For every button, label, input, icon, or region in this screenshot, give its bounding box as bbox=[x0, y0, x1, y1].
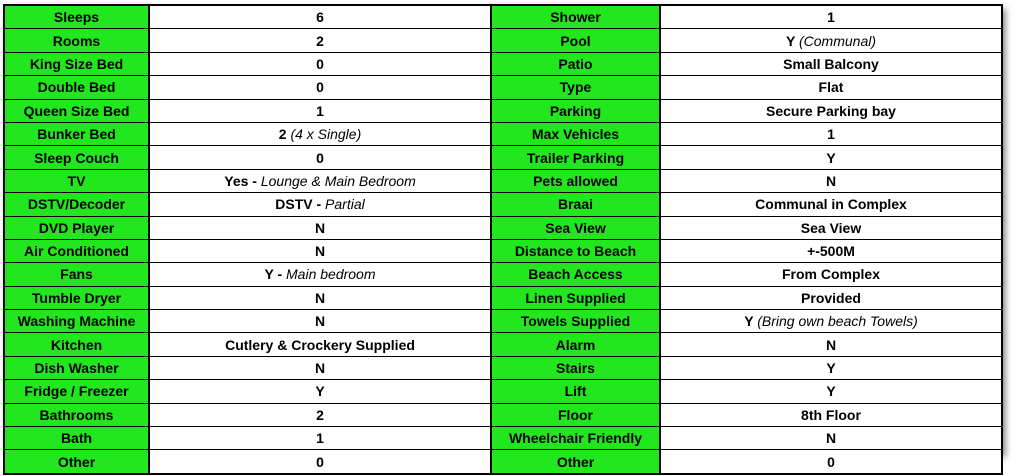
left-value-cell-text: N bbox=[314, 243, 326, 260]
left-value-cell-note: (4 x Single) bbox=[290, 126, 362, 143]
left-label-cell-text: Fans bbox=[60, 266, 93, 283]
left-value-cell bbox=[149, 146, 491, 169]
left-value-cell bbox=[149, 356, 491, 379]
left-label-cell bbox=[4, 450, 149, 474]
left-value-cell bbox=[149, 216, 491, 239]
left-value-cell bbox=[149, 122, 491, 145]
left-label-cell-text: Other bbox=[57, 453, 96, 470]
right-label-cell-text: Braai bbox=[557, 196, 594, 213]
left-label-cell bbox=[4, 286, 149, 309]
left-label-cell-text: Fridge / Freezer bbox=[24, 383, 129, 400]
left-value-cell bbox=[149, 263, 491, 286]
left-value-cell bbox=[149, 310, 491, 333]
right-value-cell-text: Y bbox=[826, 383, 836, 400]
left-label-cell bbox=[4, 5, 149, 29]
left-label-cell-text: Air Conditioned bbox=[24, 243, 129, 260]
left-value-cell-text: N bbox=[314, 219, 326, 236]
left-label-cell-text: Tumble Dryer bbox=[31, 289, 122, 306]
left-label-cell bbox=[4, 193, 149, 216]
right-value-cell bbox=[660, 310, 1002, 333]
left-label-cell-text: TV bbox=[67, 172, 86, 189]
right-label-cell bbox=[491, 333, 660, 356]
left-label-cell bbox=[4, 333, 149, 356]
table-row bbox=[4, 286, 1002, 309]
table-row bbox=[4, 310, 1002, 333]
table-row bbox=[4, 356, 1002, 379]
right-value-cell bbox=[660, 286, 1002, 309]
right-value-cell bbox=[660, 29, 1002, 52]
right-label-cell-text: Type bbox=[559, 79, 592, 96]
left-label-cell-text: Kitchen bbox=[50, 336, 103, 353]
right-value-cell-note: (Bring own beach Towels) bbox=[757, 313, 918, 330]
right-label-cell bbox=[491, 5, 660, 29]
right-value-cell-text: Provided bbox=[801, 289, 861, 306]
left-label-cell bbox=[4, 380, 149, 403]
right-label-cell bbox=[491, 169, 660, 192]
right-label-cell bbox=[491, 216, 660, 239]
right-value-cell-text: Y bbox=[826, 360, 836, 377]
left-value-cell-text: 6 bbox=[316, 9, 324, 26]
right-value-cell bbox=[660, 356, 1002, 379]
left-label-cell bbox=[4, 427, 149, 450]
right-label-cell-text: Parking bbox=[549, 102, 602, 119]
right-label-cell-text: Trailer Parking bbox=[526, 149, 625, 166]
left-value-cell bbox=[149, 99, 491, 122]
left-value-cell bbox=[149, 193, 491, 216]
table-row bbox=[4, 193, 1002, 216]
left-label-cell-text: Double Bed bbox=[37, 79, 116, 96]
right-label-cell-text: Towels Supplied bbox=[520, 313, 631, 330]
table-row bbox=[4, 380, 1002, 403]
right-value-cell-text: From Complex bbox=[781, 266, 880, 283]
right-value-cell bbox=[660, 99, 1002, 122]
table-row bbox=[4, 263, 1002, 286]
table-row bbox=[4, 99, 1002, 122]
right-label-cell-text: Wheelchair Friendly bbox=[508, 430, 643, 447]
right-value-cell-text: Flat bbox=[818, 79, 844, 96]
left-label-cell bbox=[4, 76, 149, 99]
table-row bbox=[4, 5, 1002, 29]
amenities-table-body bbox=[4, 5, 1002, 474]
right-value-cell-text: Communal in Complex bbox=[755, 196, 907, 213]
right-label-cell bbox=[491, 52, 660, 75]
left-label-cell bbox=[4, 216, 149, 239]
left-value-cell-note: Main bedroom bbox=[286, 266, 376, 283]
right-label-cell bbox=[491, 380, 660, 403]
right-label-cell-text: Alarm bbox=[555, 336, 596, 353]
table-row bbox=[4, 450, 1002, 474]
right-value-cell bbox=[660, 403, 1002, 426]
left-value-cell-text: Y bbox=[315, 383, 325, 400]
left-value-cell bbox=[149, 427, 491, 450]
left-label-cell bbox=[4, 310, 149, 333]
right-label-cell bbox=[491, 427, 660, 450]
amenities-sheet bbox=[3, 4, 1001, 470]
left-label-cell-text: DSTV/Decoder bbox=[27, 196, 126, 213]
right-label-cell bbox=[491, 76, 660, 99]
left-value-cell bbox=[149, 450, 491, 474]
right-value-cell bbox=[660, 450, 1002, 474]
left-label-cell-text: Sleeps bbox=[53, 9, 100, 26]
right-value-cell-text: Y bbox=[826, 149, 836, 166]
right-value-cell bbox=[660, 380, 1002, 403]
left-value-cell-text: 0 bbox=[316, 79, 324, 96]
table-row bbox=[4, 76, 1002, 99]
right-value-cell bbox=[660, 122, 1002, 145]
right-value-cell bbox=[660, 76, 1002, 99]
right-label-cell bbox=[491, 99, 660, 122]
left-label-cell bbox=[4, 29, 149, 52]
right-label-cell-text: Pets allowed bbox=[533, 172, 618, 189]
left-label-cell-text: Dish Washer bbox=[34, 360, 119, 377]
right-value-cell-text: Sea View bbox=[800, 219, 862, 236]
right-value-cell-text: Small Balcony bbox=[783, 55, 879, 72]
left-value-cell bbox=[149, 333, 491, 356]
right-label-cell bbox=[491, 403, 660, 426]
left-label-cell bbox=[4, 263, 149, 286]
amenities-table bbox=[3, 4, 1003, 475]
right-label-cell-text: Pool bbox=[560, 32, 591, 49]
left-label-cell bbox=[4, 122, 149, 145]
right-label-cell-text: Shower bbox=[550, 9, 601, 26]
left-value-cell-text: N bbox=[314, 313, 326, 330]
left-label-cell-text: King Size Bed bbox=[29, 55, 124, 72]
right-label-cell bbox=[491, 356, 660, 379]
right-value-cell-text: 0 bbox=[827, 453, 835, 470]
right-label-cell bbox=[491, 122, 660, 145]
left-value-cell-text: 2 bbox=[316, 406, 324, 423]
right-value-cell bbox=[660, 5, 1002, 29]
right-value-cell bbox=[660, 263, 1002, 286]
right-label-cell-text: Sea View bbox=[545, 219, 606, 236]
table-row bbox=[4, 122, 1002, 145]
left-value-cell-text: 0 bbox=[316, 55, 324, 72]
right-label-cell bbox=[491, 29, 660, 52]
left-label-cell bbox=[4, 99, 149, 122]
left-value-cell-text: Y - bbox=[264, 266, 283, 283]
left-value-cell-note: Lounge & Main Bedroom bbox=[260, 172, 416, 189]
right-value-cell-text: 1 bbox=[827, 9, 835, 26]
right-value-cell-text: +-500M bbox=[807, 243, 855, 260]
left-value-cell bbox=[149, 380, 491, 403]
right-label-cell-text: Distance to Beach bbox=[514, 243, 637, 260]
right-label-cell-text: Linen Supplied bbox=[525, 289, 626, 306]
table-row bbox=[4, 239, 1002, 262]
right-label-cell bbox=[491, 263, 660, 286]
left-label-cell bbox=[4, 356, 149, 379]
right-label-cell bbox=[491, 146, 660, 169]
right-label-cell bbox=[491, 450, 660, 474]
left-value-cell bbox=[149, 29, 491, 52]
left-label-cell-text: Rooms bbox=[52, 32, 101, 49]
right-value-cell-text: Y bbox=[744, 313, 754, 330]
right-label-cell-text: Max Vehicles bbox=[531, 126, 620, 143]
right-value-cell-text: 8th Floor bbox=[801, 406, 861, 423]
left-value-cell bbox=[149, 52, 491, 75]
right-value-cell bbox=[660, 146, 1002, 169]
left-value-cell-text: DSTV - bbox=[275, 196, 322, 213]
left-value-cell-text: 1 bbox=[316, 102, 324, 119]
table-row bbox=[4, 29, 1002, 52]
left-label-cell-text: Washing Machine bbox=[17, 313, 136, 330]
right-label-cell bbox=[491, 239, 660, 262]
left-value-cell bbox=[149, 239, 491, 262]
left-value-cell-text: Yes - bbox=[224, 172, 257, 189]
left-label-cell-text: Bathrooms bbox=[39, 406, 114, 423]
left-value-cell bbox=[149, 403, 491, 426]
right-value-cell bbox=[660, 427, 1002, 450]
left-value-cell bbox=[149, 5, 491, 29]
left-value-cell bbox=[149, 76, 491, 99]
right-value-cell-text: N bbox=[825, 172, 837, 189]
left-value-cell-text: 2 bbox=[278, 126, 287, 143]
right-label-cell bbox=[491, 310, 660, 333]
left-label-cell-text: Queen Size Bed bbox=[23, 102, 130, 119]
table-row bbox=[4, 403, 1002, 426]
left-value-cell-note: Partial bbox=[325, 196, 365, 213]
table-row bbox=[4, 333, 1002, 356]
right-label-cell-text: Beach Access bbox=[528, 266, 623, 283]
right-value-cell bbox=[660, 52, 1002, 75]
left-value-cell-text: 1 bbox=[316, 430, 324, 447]
table-row bbox=[4, 427, 1002, 450]
right-label-cell bbox=[491, 286, 660, 309]
left-value-cell-text: 0 bbox=[316, 149, 324, 166]
left-value-cell-text: N bbox=[314, 360, 326, 377]
right-value-cell bbox=[660, 333, 1002, 356]
left-value-cell-text: N bbox=[314, 289, 326, 306]
table-row bbox=[4, 216, 1002, 239]
left-label-cell-text: DVD Player bbox=[38, 219, 115, 236]
right-value-cell-text: Y bbox=[786, 32, 796, 49]
left-label-cell bbox=[4, 146, 149, 169]
left-value-cell-text: Cutlery & Crockery Supplied bbox=[225, 336, 415, 353]
right-label-cell bbox=[491, 193, 660, 216]
left-label-cell bbox=[4, 239, 149, 262]
right-value-cell bbox=[660, 193, 1002, 216]
left-label-cell-text: Sleep Couch bbox=[34, 149, 119, 166]
table-row bbox=[4, 146, 1002, 169]
left-value-cell bbox=[149, 169, 491, 192]
left-label-cell-text: Bath bbox=[60, 430, 93, 447]
table-row bbox=[4, 169, 1002, 192]
right-value-cell-note: (Communal) bbox=[798, 32, 876, 49]
left-value-cell-text: 0 bbox=[316, 453, 324, 470]
table-row bbox=[4, 52, 1002, 75]
right-label-cell-text: Lift bbox=[564, 383, 587, 400]
left-label-cell bbox=[4, 169, 149, 192]
right-value-cell bbox=[660, 239, 1002, 262]
right-label-cell-text: Other bbox=[556, 453, 595, 470]
right-label-cell-text: Stairs bbox=[556, 360, 595, 377]
left-value-cell-text: 2 bbox=[316, 32, 324, 49]
right-value-cell-text: N bbox=[825, 430, 837, 447]
right-label-cell-text: Patio bbox=[558, 55, 593, 72]
right-value-cell-text: N bbox=[825, 336, 837, 353]
left-value-cell bbox=[149, 286, 491, 309]
right-value-cell-text: 1 bbox=[827, 126, 835, 143]
left-label-cell-text: Bunker Bed bbox=[37, 126, 116, 143]
right-label-cell-text: Floor bbox=[558, 406, 593, 423]
left-label-cell bbox=[4, 52, 149, 75]
right-value-cell bbox=[660, 169, 1002, 192]
left-label-cell bbox=[4, 403, 149, 426]
right-value-cell bbox=[660, 216, 1002, 239]
right-value-cell-text: Secure Parking bay bbox=[766, 102, 896, 119]
